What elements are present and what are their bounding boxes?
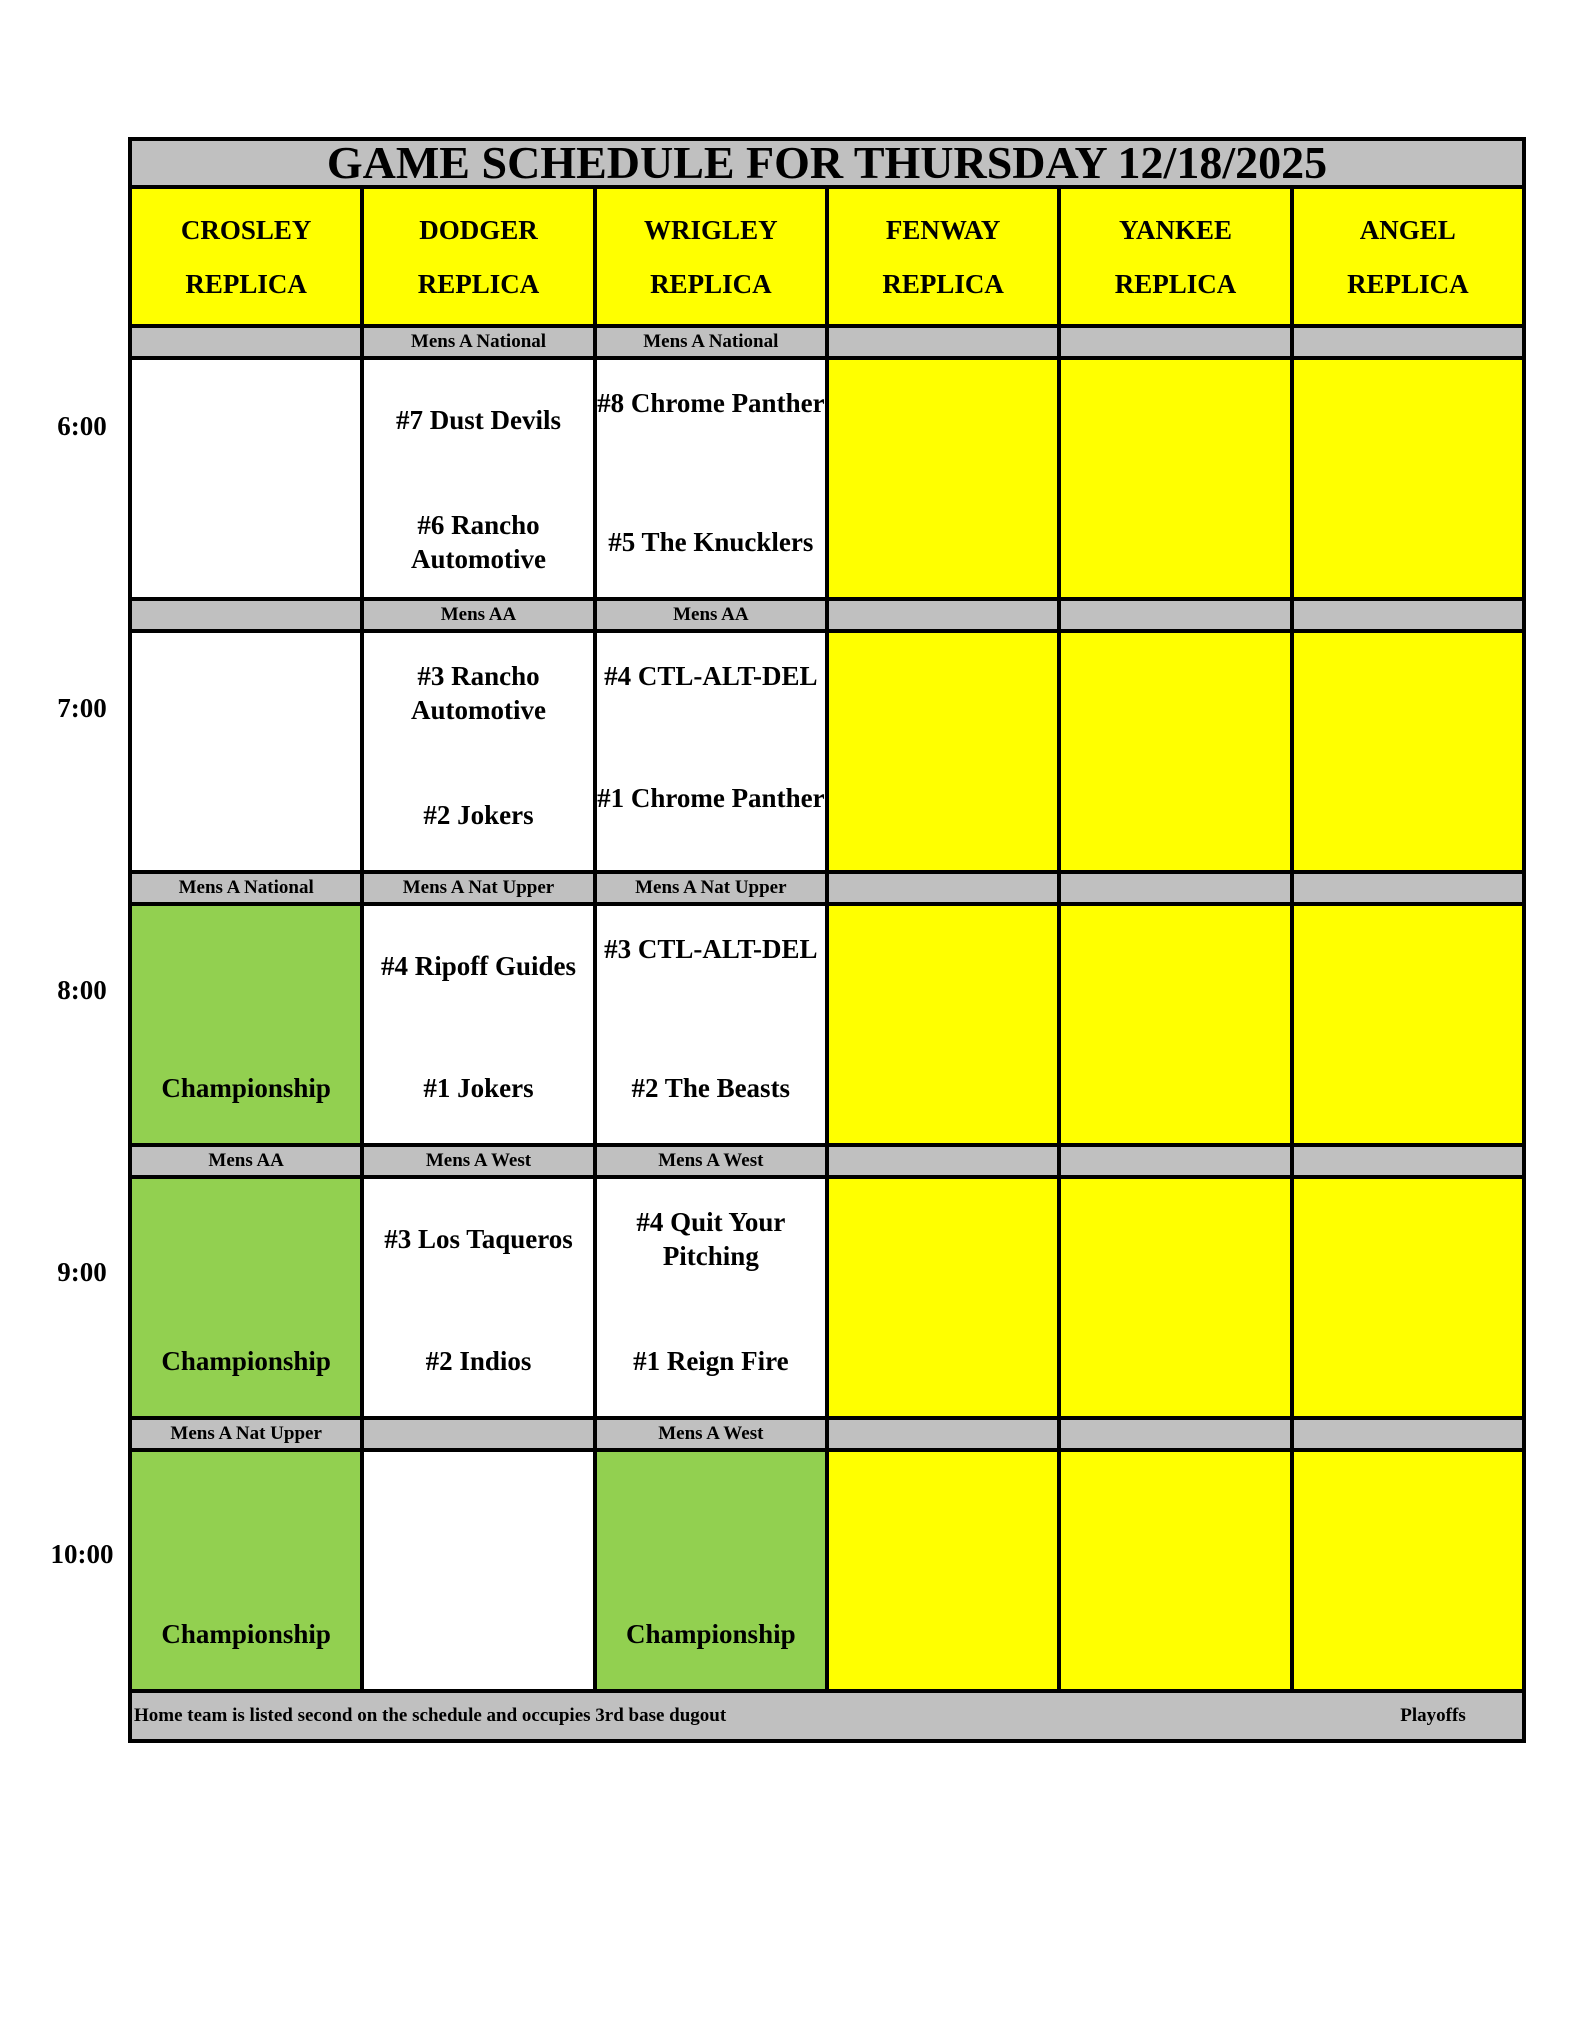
- championship-label: Championship: [626, 1619, 796, 1649]
- game-cell: [1292, 1450, 1524, 1691]
- division-label: [130, 599, 362, 631]
- game-row: [130, 631, 1524, 872]
- game-cell: [362, 631, 594, 872]
- championship-label: Championship: [161, 1073, 331, 1103]
- division-label: Mens AA: [130, 1145, 362, 1177]
- division-row: [130, 1145, 1524, 1177]
- game-cell: [130, 904, 362, 1145]
- division-label: Mens AA: [595, 599, 827, 631]
- field-subtitle: REPLICA: [882, 268, 1004, 299]
- game-cell: [1059, 358, 1291, 599]
- visiting-team: #3 CTL-ALT-DEL: [604, 934, 818, 964]
- championship-label: Championship: [161, 1346, 331, 1376]
- game-cell: [362, 1450, 594, 1691]
- division-label: [1059, 599, 1291, 631]
- division-label: [362, 1418, 594, 1450]
- division-label: Mens A West: [595, 1145, 827, 1177]
- division-label: [1059, 872, 1291, 904]
- division-label: [1059, 326, 1291, 358]
- visiting-team: #7 Dust Devils: [395, 405, 561, 435]
- schedule-title: GAME SCHEDULE FOR THURSDAY 12/18/2025: [130, 139, 1524, 187]
- division-label: Mens A Nat Upper: [595, 872, 827, 904]
- division-label: Mens A National: [362, 326, 594, 358]
- division-label: Mens A National: [130, 872, 362, 904]
- schedule-table: [128, 137, 1526, 1743]
- game-cell: [362, 1177, 594, 1418]
- field-subtitle: REPLICA: [1114, 268, 1237, 299]
- field-name: WRIGLEY: [644, 214, 778, 245]
- game-cell: [827, 358, 1059, 599]
- field-header-fenway: [827, 187, 1059, 326]
- home-team: #1 Jokers: [423, 1073, 534, 1103]
- home-team: #1 Chrome Panther: [597, 783, 825, 813]
- division-row: [130, 1418, 1524, 1450]
- field-subtitle: REPLICA: [417, 268, 540, 299]
- time-label: 7:00: [57, 693, 107, 723]
- division-row: [130, 872, 1524, 904]
- game-cell: [1292, 631, 1524, 872]
- division-label: [827, 1145, 1059, 1177]
- time-label: 10:00: [50, 1539, 114, 1569]
- time-label: 9:00: [57, 1257, 107, 1287]
- visiting-team: #4 Ripoff Guides: [380, 951, 576, 981]
- footer: [130, 1691, 1524, 1741]
- division-label: [1292, 599, 1524, 631]
- game-row: [130, 1450, 1524, 1691]
- game-cell: [827, 1177, 1059, 1418]
- game-row: [130, 904, 1524, 1145]
- game-cell: [1059, 904, 1291, 1145]
- division-label: [1059, 1145, 1291, 1177]
- game-cell: [1059, 1177, 1291, 1418]
- field-subtitle: REPLICA: [650, 268, 772, 299]
- home-team: #2 Indios: [425, 1346, 532, 1376]
- home-team-note: Home team is listed second on the schedule and occupies 3rd base dugout: [134, 1705, 727, 1726]
- footer-row: [130, 1691, 1524, 1741]
- field-name: ANGEL: [1359, 214, 1456, 245]
- game-cell: [130, 1450, 362, 1691]
- visiting-team: #4 CTL-ALT-DEL: [604, 661, 818, 691]
- division-label: Mens A Nat Upper: [362, 872, 594, 904]
- home-team: #6 Rancho Automotive: [411, 510, 546, 574]
- division-label: [130, 326, 362, 358]
- game-row: [130, 1177, 1524, 1418]
- time-label: 6:00: [57, 411, 107, 441]
- visiting-team: #3 Los Taqueros: [384, 1224, 573, 1254]
- field-header-crosley: [130, 187, 362, 326]
- game-cell: [1059, 631, 1291, 872]
- division-row: [130, 599, 1524, 631]
- game-cell: [130, 358, 362, 599]
- division-label: [827, 326, 1059, 358]
- game-row: [130, 358, 1524, 599]
- field-name: YANKEE: [1118, 214, 1232, 245]
- field-header-angel: [1292, 187, 1524, 326]
- game-cell: [1292, 904, 1524, 1145]
- game-cell: [595, 358, 827, 599]
- division-label: [827, 872, 1059, 904]
- game-cell: [595, 904, 827, 1145]
- field-header-yankee: [1059, 187, 1291, 326]
- game-cell: [595, 631, 827, 872]
- game-cell: [362, 358, 594, 599]
- division-label: [827, 599, 1059, 631]
- home-team: #1 Reign Fire: [633, 1346, 789, 1376]
- field-header-row: [130, 187, 1524, 326]
- game-cell: [595, 1177, 827, 1418]
- title-row: [130, 139, 1524, 187]
- field-subtitle: REPLICA: [185, 268, 307, 299]
- game-cell: [362, 904, 594, 1145]
- playoffs-label: Playoffs: [1400, 1705, 1466, 1726]
- visiting-team: #3 Rancho Automotive: [411, 661, 546, 725]
- game-cell: [827, 631, 1059, 872]
- division-label: [1292, 1145, 1524, 1177]
- field-header-dodger: [362, 187, 594, 326]
- division-label: [827, 1418, 1059, 1450]
- game-cell: [130, 631, 362, 872]
- visiting-team: #8 Chrome Panther: [597, 388, 825, 418]
- game-cell: [827, 904, 1059, 1145]
- field-name: CROSLEY: [180, 214, 312, 245]
- visiting-team: #4 Quit Your Pitching: [636, 1207, 786, 1271]
- field-name: DODGER: [419, 214, 538, 245]
- division-label: Mens A West: [362, 1145, 594, 1177]
- home-team: #5 The Knucklers: [608, 527, 814, 557]
- home-team: #2 Jokers: [423, 800, 534, 830]
- game-cell: [1292, 358, 1524, 599]
- division-label: [1059, 1418, 1291, 1450]
- game-cell: [827, 1450, 1059, 1691]
- division-label: Mens A Nat Upper: [130, 1418, 362, 1450]
- division-label: Mens A National: [595, 326, 827, 358]
- championship-label: Championship: [161, 1619, 331, 1649]
- game-cell: [595, 1450, 827, 1691]
- division-label: [1292, 326, 1524, 358]
- game-cell: [1292, 1177, 1524, 1418]
- time-label: 8:00: [57, 975, 107, 1005]
- game-cell: [1059, 1450, 1291, 1691]
- division-label: [1292, 1418, 1524, 1450]
- division-label: Mens A West: [595, 1418, 827, 1450]
- field-header-wrigley: [595, 187, 827, 326]
- division-label: [1292, 872, 1524, 904]
- game-cell: [130, 1177, 362, 1418]
- field-subtitle: REPLICA: [1347, 268, 1469, 299]
- division-row: [130, 326, 1524, 358]
- home-team: #2 The Beasts: [631, 1073, 791, 1103]
- division-label: Mens AA: [362, 599, 594, 631]
- field-name: FENWAY: [885, 214, 1001, 245]
